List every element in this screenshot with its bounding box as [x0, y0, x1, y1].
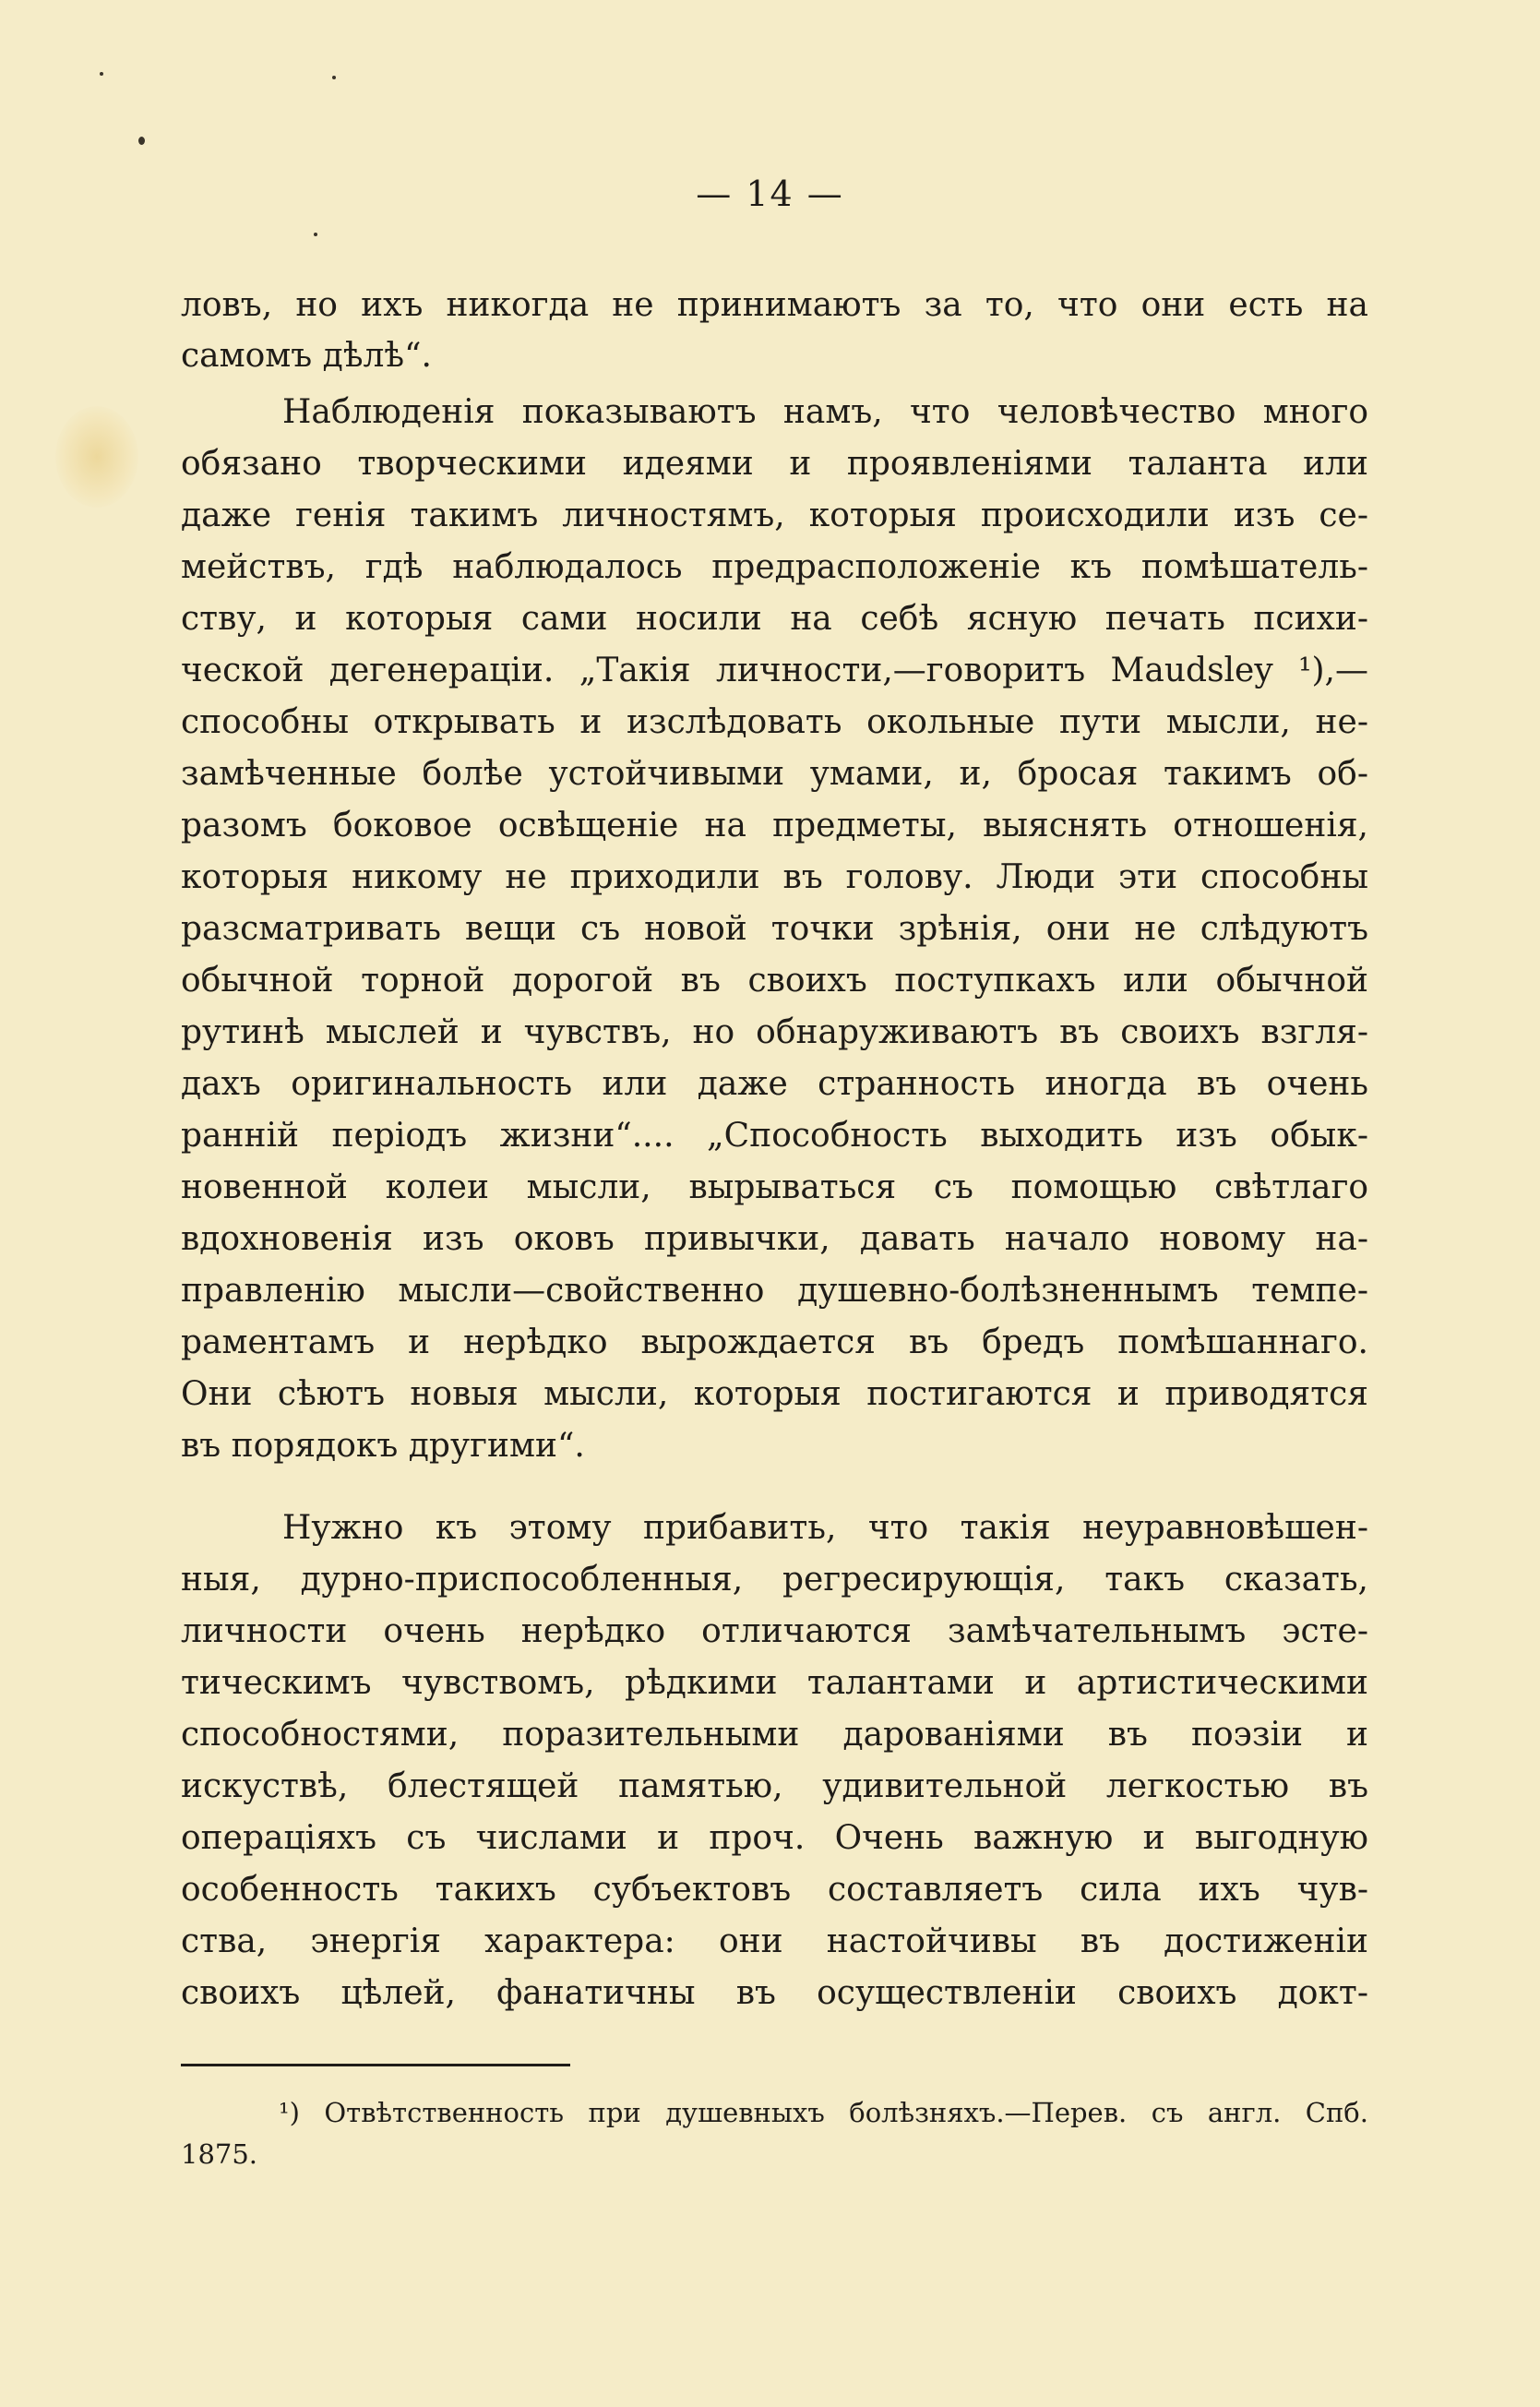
text-line: обязано творческими идеями и проявленіями таланта или — [181, 445, 1368, 483]
footnote-text: ¹) Отвѣтственность при душевныхъ болѣзняхъ.—Перев. съ англ. Спб. — [279, 2097, 1368, 2128]
text-line: Наблюденія показываютъ намъ, что человѣчество много — [282, 393, 1368, 431]
paper-stain — [55, 406, 138, 508]
text-line: даже генія такимъ личностямъ, которыя происходили изъ се- — [181, 497, 1368, 534]
text-line: разсматривать вещи съ новой точки зрѣнія, они не слѣдуютъ — [181, 910, 1368, 948]
text-line: особенность такихъ субъектовъ составляетъ сила ихъ чув- — [181, 1871, 1368, 1909]
text-line: ловъ, но ихъ никогда не принимаютъ за то, что они есть на — [181, 286, 1368, 324]
text-line: самомъ дѣлѣ“. — [181, 337, 432, 375]
text-line: искуствѣ, блестящей памятью, удивительной легкостью въ — [181, 1767, 1368, 1805]
text-line: которыя никому не приходили въ голову. Люди эти способны — [181, 858, 1368, 896]
paper-speck — [100, 72, 103, 76]
paper-speck — [314, 233, 317, 236]
text-line: вдохновенія изъ оковъ привычки, давать начало новому на- — [181, 1220, 1368, 1258]
text-line: обычной торной дорогой въ своихъ поступкахъ или обычной — [181, 962, 1368, 1000]
text-line: личности очень нерѣдко отличаются замѣчательнымъ эсте- — [181, 1612, 1368, 1650]
text-line: разомъ боковое освѣщеніе на предметы, выяснять отношенія, — [181, 807, 1368, 844]
paper-speck — [332, 76, 336, 79]
text-line: новенной колеи мысли, вырываться съ помощью свѣтлаго — [181, 1168, 1368, 1206]
text-line: въ порядокъ другими“. — [181, 1427, 585, 1465]
text-line: тическимъ чувствомъ, рѣдкими талантами и артистическими — [181, 1664, 1368, 1702]
text-line: мействъ, гдѣ наблюдалось предрасположеніе къ помѣшатель- — [181, 548, 1368, 586]
footnote-text: 1875. — [181, 2138, 258, 2170]
text-line: ческой дегенераціи. „Такія личности,—говоритъ Maudsley ¹),— — [181, 652, 1368, 689]
text-line: способностями, поразительными дарованіями въ поэзіи и — [181, 1716, 1368, 1754]
text-line: способны открывать и изслѣдовать окольные пути мысли, не- — [181, 703, 1368, 741]
text-line: Нужно къ этому прибавить, что такія неуравновѣшен- — [282, 1509, 1368, 1547]
text-line: своихъ цѣлей, фанатичны въ осуществленіи своихъ докт- — [181, 1974, 1368, 2012]
text-line: замѣченные болѣе устойчивыми умами, и, бросая такимъ об- — [181, 755, 1368, 793]
footnote-divider — [181, 2064, 570, 2066]
text-line: дахъ оригинальность или даже странность иногда въ очень — [181, 1065, 1368, 1103]
text-line: рутинѣ мыслей и чувствъ, но обнаруживаютъ въ своихъ взгля- — [181, 1013, 1368, 1051]
text-line: ства, энергія характера: они настойчивы въ достиженіи — [181, 1922, 1368, 1960]
paper-speck — [138, 137, 145, 145]
text-line: Они сѣютъ новыя мысли, которыя постигаются и приводятся — [181, 1375, 1368, 1413]
text-line: правленію мысли—свойственно душевно-болѣзненнымъ темпе- — [181, 1272, 1368, 1310]
text-line: ранній періодъ жизни“.... „Способность выходить изъ обык- — [181, 1117, 1368, 1155]
text-line: ству, и которыя сами носили на себѣ ясную печать психи- — [181, 600, 1368, 638]
text-line: операціяхъ съ числами и проч. Очень важную и выгодную — [181, 1819, 1368, 1857]
page-number: — 14 — — [696, 174, 844, 214]
text-line: раментамъ и нерѣдко вырождается въ бредъ помѣшаннаго. — [181, 1323, 1368, 1361]
text-line: ныя, дурно-приспособленныя, регресирующія, такъ сказать, — [181, 1561, 1368, 1599]
